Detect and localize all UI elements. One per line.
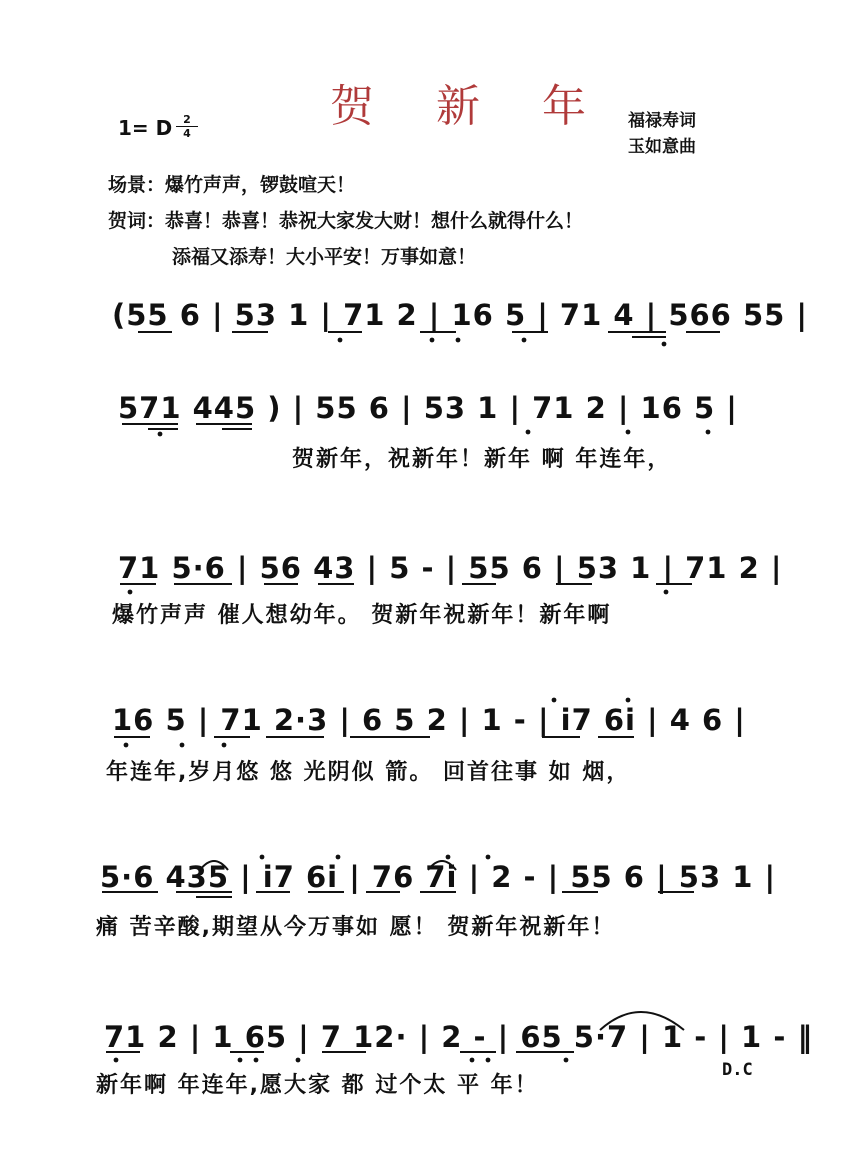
score-row-4-notes: 16 5 | 71 2·3 | 6 5 2 | 1 - | i7 6i | 4 6 | [112,703,746,737]
da-capo-mark: D.C [722,1060,753,1080]
greeting-line-1: 贺词：恭喜！恭喜！恭祝大家发大财！想什么就得什么！ [108,210,584,232]
octave-dots [114,338,711,1063]
score-row-4-lyrics: 年连年,岁月悠 悠 光阴似 箭。 回首往事 如 烟， [106,760,631,785]
score-row-3-lyrics: 爆竹声声 催人想幼年。 贺新年祝新年！新年啊 [112,603,612,628]
slur-ties [200,861,684,1030]
score-row-3-notes: 71 5·6 | 56 43 | 5 - | 55 6 | 53 1 | 71 2 | [118,551,783,585]
song-title: 贺 新 年 [330,81,610,132]
score-row-5-lyrics: 痛 苦辛酸,期望从今万事如 愿！ 贺新年祝新年！ [96,915,616,940]
meter-bottom: 4 [176,126,198,140]
score-row-5-notes: 5·6 435 | i7 6i | 76 7i | 2 - | 55 6 | 53 1 | [100,860,777,894]
score-row-1-notes: (55 6 | 53 1 | 71 2 | 16 5 | 71 4 | 566 55 | [112,298,809,332]
beam-lines [102,332,720,1052]
score-row-6-notes: 71 2 | 1 65 | 7 12· | 2 - | 65 5·7 | 1 - | 1 - ‖ [104,1020,813,1054]
score-row-6-lyrics: 新年啊 年连年,愿大家 都 过个太 平 年！ [96,1073,539,1098]
key-signature: 1= D [118,116,173,140]
score-row-2-lyrics: 贺新年，祝新年！新年 啊 年连年， [292,447,672,472]
lyricist-credit: 福禄寿词 [628,111,696,131]
scene-text: 场景：爆竹声声，锣鼓喧天！ [108,174,356,196]
meter-top: 2 [183,113,191,126]
score-row-2-notes: 571 445 ) | 55 6 | 53 1 | 71 2 | 16 5 | [118,391,738,425]
composer-credit: 玉如意曲 [628,137,696,157]
greeting-line-2: 添福又添寿！大小平安！万事如意！ [172,246,477,268]
